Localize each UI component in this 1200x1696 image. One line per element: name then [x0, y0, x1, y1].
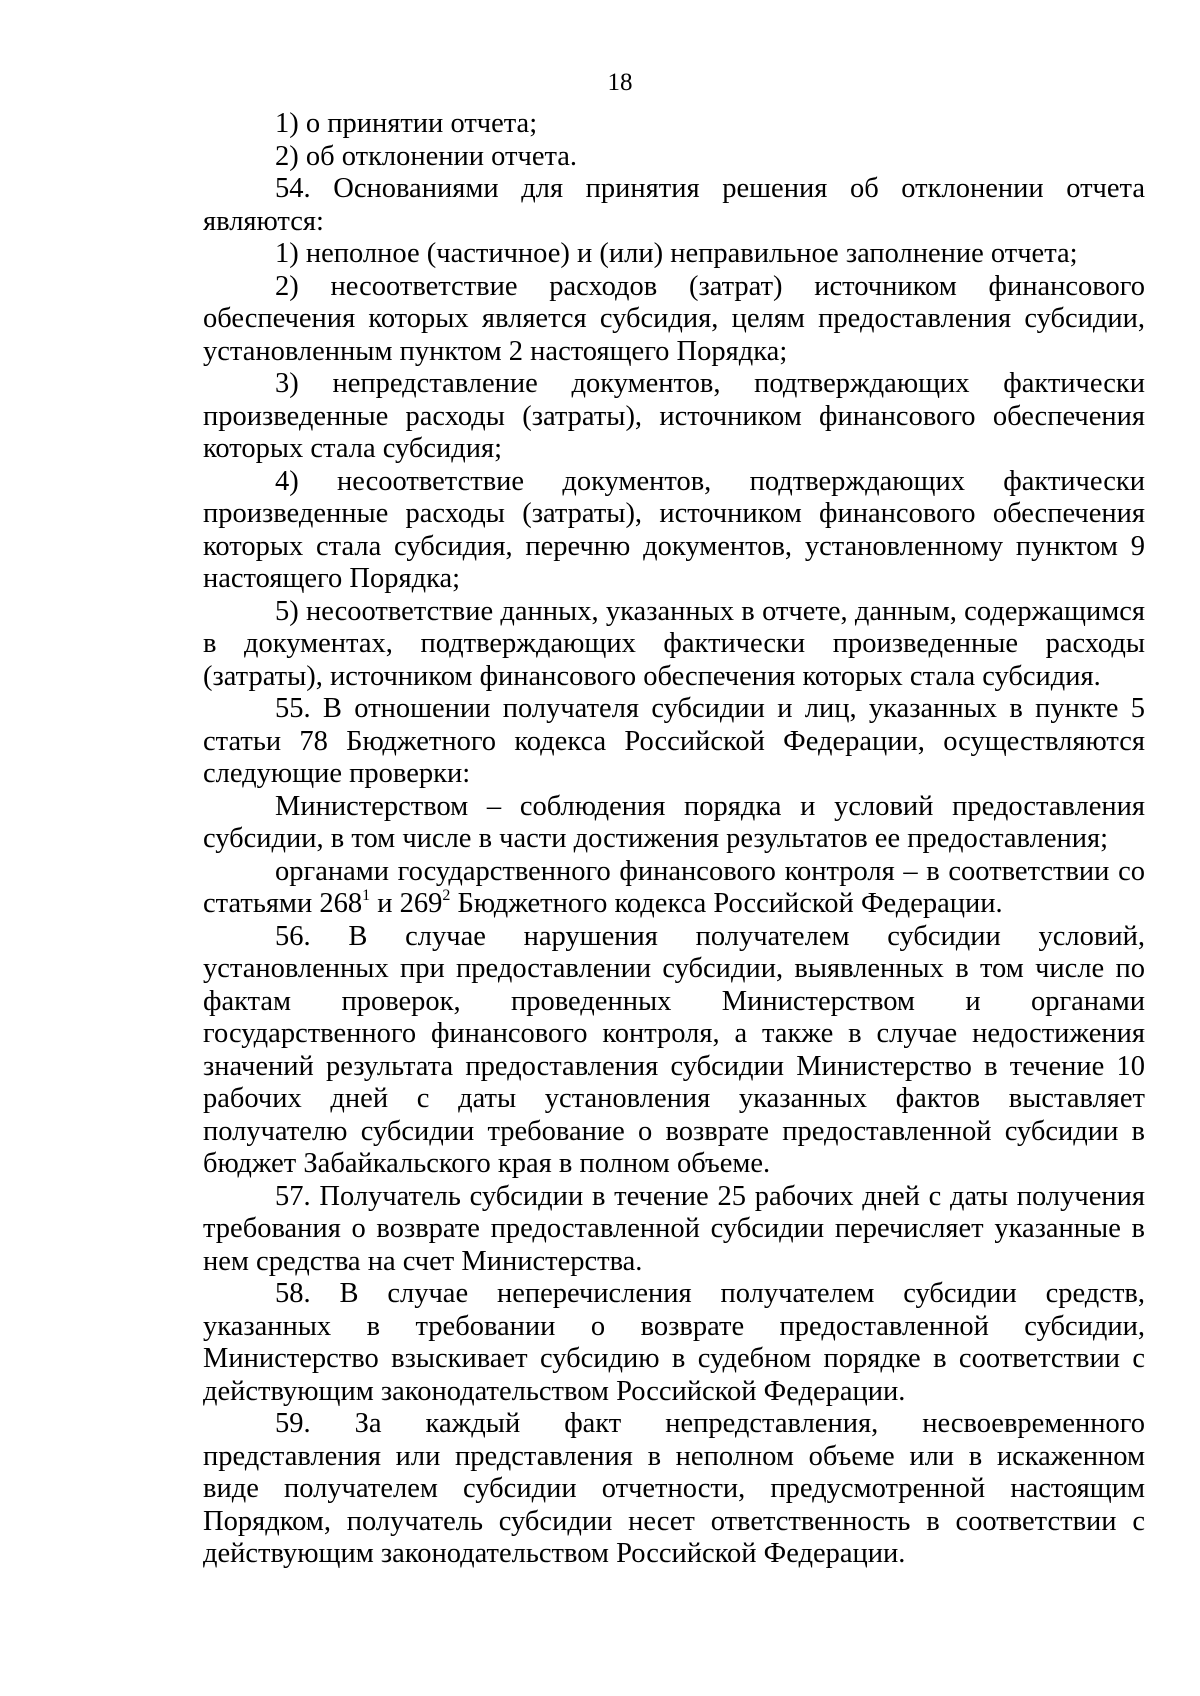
paragraph-55-control-bodies: [203, 856, 1145, 921]
control-bodies-text-start: органами государственного финансового контроля – в соответствии со статьями 268: [203, 855, 1145, 919]
paragraph-54-item-4: 4) несоответствие документов, подтверждающих фактически произведенные расходы (затраты), источником финансового обеспечения которых стала субсидия, перечню документов, установленному пунктом 9 настоящего Порядка;: [203, 465, 1145, 594]
control-bodies-text-end: Бюджетного кодекса Российской Федерации.: [450, 888, 1003, 919]
paragraph-58: 58. В случае неперечисления получателем субсидии средств, указанных в требовании о возврате предоставленной субсидии, Министерство взыскивает субсидию в судебном порядке в соответствии с действующим законодательством Российской Федерации.: [203, 1278, 1145, 1407]
paragraph-item-2: 2) об отклонении отчета.: [275, 140, 578, 172]
paragraph-item-1: 1) о принятии отчета;: [275, 108, 538, 139]
paragraph-54-item-1: 1) неполное (частичное) и (или) неправильное заполнение отчета;: [275, 238, 1078, 269]
paragraph-54: 54. Основаниями для принятия решения об отклонении отчета являются:: [203, 173, 1145, 237]
paragraph-55-ministry: Министерством – соблюдения порядка и условий предоставления субсидии, в том числе в части достижения результатов ее предоставления;: [203, 790, 1145, 854]
paragraph-54-item-5: 5) несоответствие данных, указанных в отчете, данным, содержащимся в документах, подтверждающих фактически произведенные расходы (затраты), источником финансового обеспечения которых стала субсидия.: [203, 595, 1145, 692]
paragraph-54-item-3: 3) непредставление документов, подтверждающих фактически произведенные расходы (затраты), источником финансового обеспечения которых стала субсидия;: [203, 368, 1145, 464]
paragraph-55: 55. В отношении получателя субсидии и лиц, указанных в пункте 5 статьи 78 Бюджетного кодекса Российской Федерации, осуществляются следующие проверки:: [203, 693, 1145, 789]
document-body: [203, 108, 1145, 1571]
page-number: 18: [607, 69, 633, 96]
paragraph-59: 59. За каждый факт непредставления, несвоевременного представления или представления в неполном объеме или в искаженном виде получателем субсидии отчетности, предусмотренной настоящим Порядком, получатель субсидии несет ответственность в соответствии с действующим законодательством Российской Федерации.: [203, 1408, 1145, 1569]
paragraph-57: 57. Получатель субсидии в течение 25 рабочих дней с даты получения требования о возврате предоставленной субсидии перечисляет указанные в нем средства на счет Министерства.: [203, 1180, 1145, 1277]
paragraph-56: 56. В случае нарушения получателем субсидии условий, установленных при предоставлении субсидии, выявленных в том числе по фактам проверок, проведенных Министерством и органами государственного финансового контроля, а также в случае недостижения значений результата предоставления субсидии Министерство в течение 10 рабочих дней с даты установления указанных фактов выставляет получателю субсидии требование о возврате предоставленной субсидии в бюджет Забайкальского края в полном объеме.: [203, 920, 1145, 1179]
article-268-superscript: 1: [362, 887, 371, 904]
control-bodies-text-middle: и 269: [370, 888, 443, 919]
article-269-superscript: 2: [442, 887, 451, 904]
paragraph-54-item-2: 2) несоответствие расходов (затрат) источником финансового обеспечения которых является субсидия, целям предоставления субсидии, установленным пунктом 2 настоящего Порядка;: [203, 270, 1145, 367]
